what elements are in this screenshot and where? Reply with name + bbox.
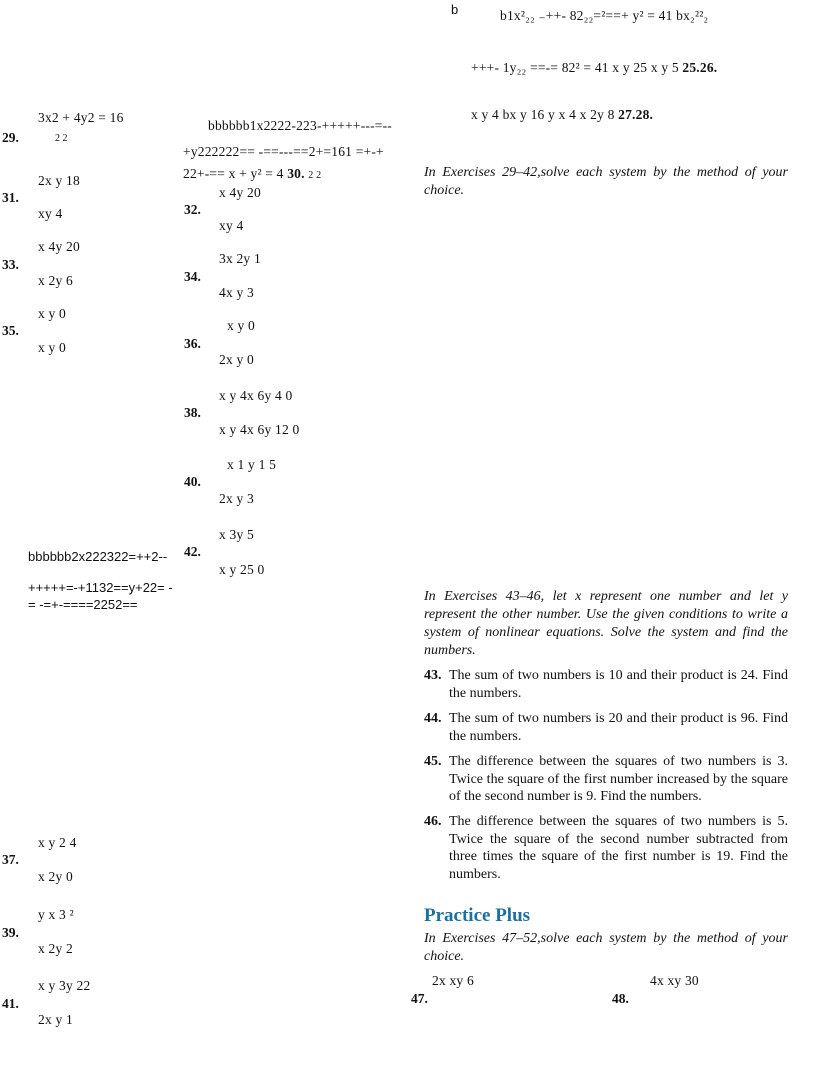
instructions-47-52: In Exercises 47–52,solve each system by the method of your choice.: [424, 931, 788, 964]
problem-text: The sum of two numbers is 20 and their product is 96. Find the numbers.: [449, 711, 788, 744]
problem-number: 46.: [424, 814, 442, 829]
exercise-line: 3x2 + 4y2 = 16: [38, 110, 124, 125]
exercise-number: 48.: [612, 991, 629, 1006]
exercise-number: 34.: [184, 269, 201, 284]
section-heading-practice-plus: Practice Plus: [424, 905, 531, 926]
exercise-line: xy 4: [219, 218, 244, 233]
exercise-line: x y 0: [38, 306, 66, 321]
exercise-line: 2x y 18: [38, 173, 80, 188]
exercise-line: x 2y 6: [38, 273, 73, 288]
exercise-line: x 4y 20: [38, 239, 80, 254]
exercise-number: 31.: [2, 190, 19, 205]
problem-text: The sum of two numbers is 10 and their product is 24. Find the numbers.: [449, 668, 788, 701]
exercise-line: x 1 y 1 5: [227, 457, 277, 472]
exercise-number: 39.: [2, 925, 19, 940]
exercise-line: x 3y 5: [219, 527, 254, 542]
exercise-line: x y 2 4: [38, 835, 77, 850]
exercise-line: x y 3y 22: [38, 978, 91, 993]
exercise-line: 4x y 3: [219, 285, 254, 300]
garbled-top-b: b: [451, 2, 459, 17]
exercise-number: 37.: [2, 852, 19, 867]
exercise-line: x y 4x 6y 4 0: [219, 388, 293, 403]
problem-number: 45.: [424, 754, 442, 769]
exercise-line: 3x 2y 1: [219, 251, 261, 266]
garbled-mid-line3: 22+-== x + y² = 4 30. 2 2: [183, 166, 322, 181]
instructions-43-46: In Exercises 43–46, let x represent one number and let y represent the other number. Use the given conditions to write a system of nonlinear equations. Solve the system and find the numbers.: [424, 589, 788, 658]
word-problem-45: [424, 753, 788, 806]
exercise-line: 2x y 0: [219, 352, 254, 367]
exercise-number: 47.: [411, 991, 428, 1006]
exercise-line: x y 0: [38, 340, 66, 355]
exercise-line: x y 4x 6y 12 0: [219, 422, 300, 437]
exercise-line: y x 3 ²: [38, 907, 74, 922]
problem-text: The difference between the squares of two numbers is 5. Twice the square of the second number subtracted from three times the square of the first number is 19. Find the numbers.: [449, 814, 788, 882]
word-problem-43: [424, 667, 788, 702]
exercise-line: x 2y 2: [38, 941, 73, 956]
exercise-number: 41.: [2, 996, 19, 1011]
exercise-line: 2x y 3: [219, 491, 254, 506]
exercise-line: 2x xy 6: [432, 973, 474, 988]
garbled-left-line3: = -=+-====2252==: [28, 597, 138, 612]
garbled-top-line2: +++- 1y₂₂ ==-= 82² = 41 x y 25 x y 5 25.26.: [471, 60, 718, 75]
exercise-line: 2 2: [55, 133, 68, 144]
garbled-top-line3: x y 4 bx y 16 y x 4 x 2y 8 27.28.: [471, 107, 654, 122]
garbled-left-line1: bbbbbb2x222322=++2--: [28, 549, 168, 564]
word-problem-44: [424, 710, 788, 745]
exercise-number: 40.: [184, 474, 201, 489]
exercise-line: 4x xy 30: [650, 973, 699, 988]
garbled-mid-line1: bbbbbb1x2222-223-+++++---=--: [208, 118, 393, 133]
problem-text: The difference between the squares of two numbers is 3. Twice the square of the first number increased by the square of the second number is 9. Find the numbers.: [449, 754, 788, 804]
exercise-line: xy 4: [38, 206, 63, 221]
problem-number: 43.: [424, 668, 442, 683]
exercise-number: 35.: [2, 323, 19, 338]
exercise-number: 32.: [184, 202, 201, 217]
instructions-29-42: In Exercises 29–42,solve each system by the method of your choice.: [424, 165, 788, 198]
exercise-number: 38.: [184, 405, 201, 420]
problem-number: 44.: [424, 711, 442, 726]
exercise-number: 36.: [184, 336, 201, 351]
exercise-number: 33.: [2, 257, 19, 272]
exercise-line: x y 0: [227, 318, 255, 333]
exercise-line: x 2y 0: [38, 869, 73, 884]
garbled-top-line1: b1x²₂₂ ₋++- 82₂₂=²==+ y² = 41 bx₂²²₂: [500, 8, 709, 23]
exercise-number: 29.: [2, 130, 19, 145]
exercise-line: x 4y 20: [219, 185, 261, 200]
exercise-number: 42.: [184, 544, 201, 559]
garbled-mid-line2: +y222222== -==---==2+=161 =+-+: [183, 144, 384, 159]
exercise-line: 2x y 1: [38, 1012, 73, 1027]
word-problem-46: [424, 813, 788, 883]
exercise-line: x y 25 0: [219, 562, 265, 577]
garbled-left-line2: +++++=-+1132==y+22= -: [28, 580, 173, 595]
